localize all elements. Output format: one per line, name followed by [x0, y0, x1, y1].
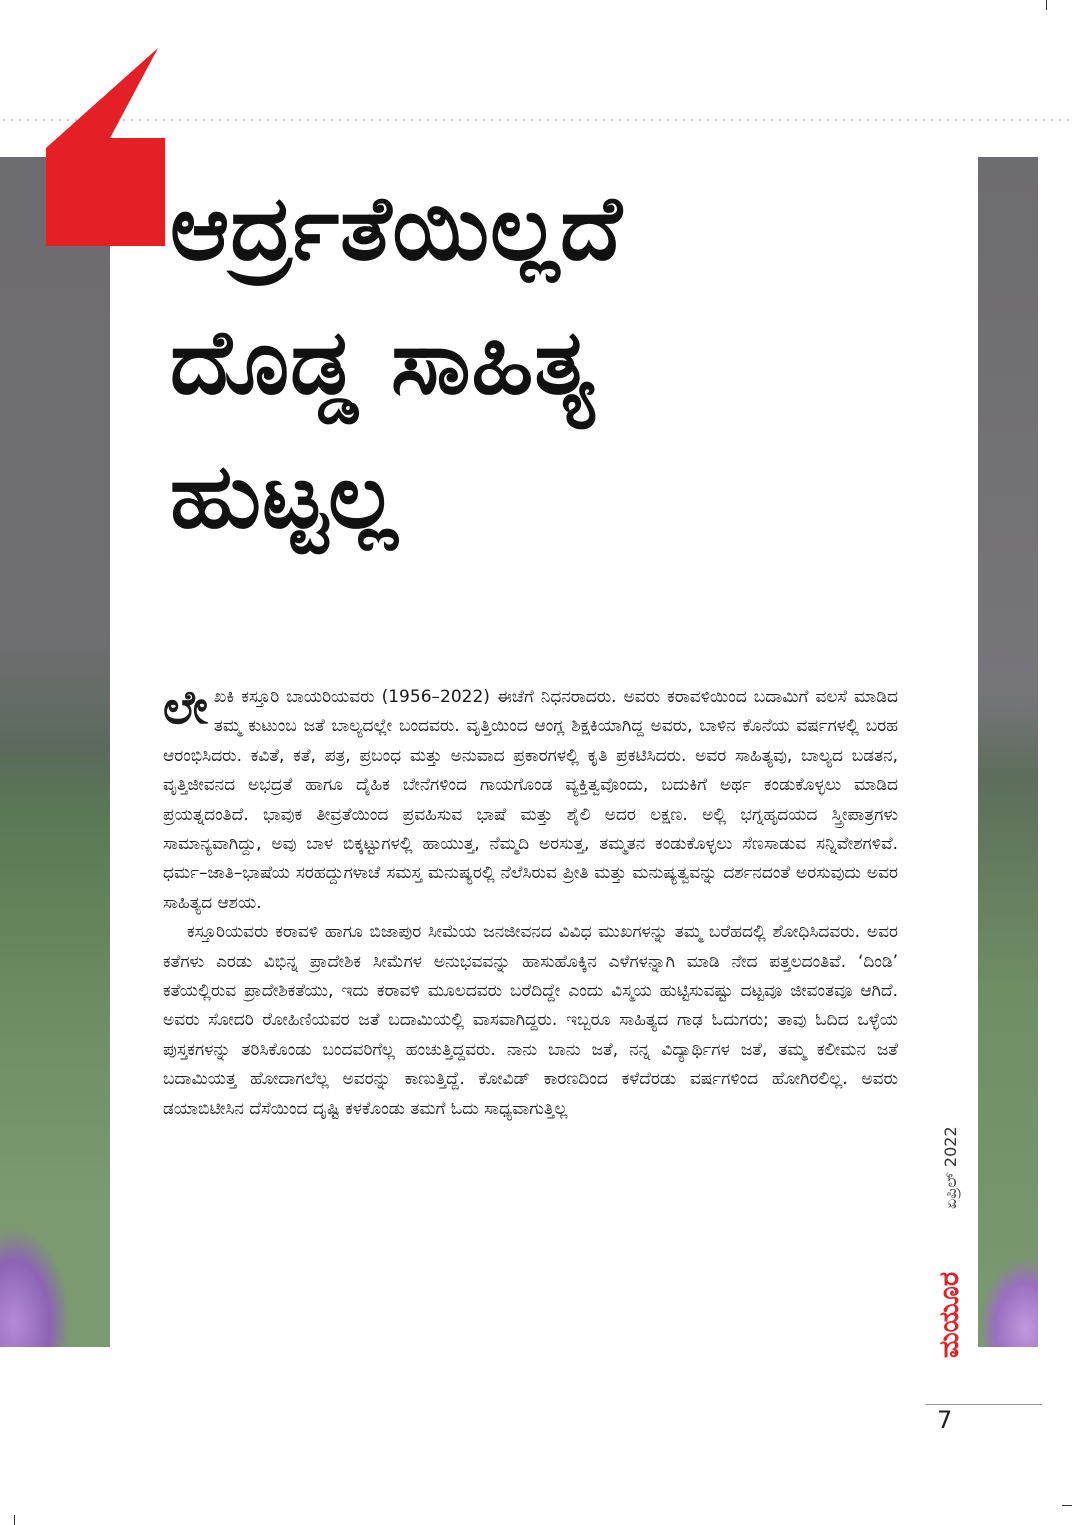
paragraph-1 — [163, 680, 898, 918]
title-line-2: ದೊಡ್ಡ ಸಾಹಿತ್ಯ — [170, 310, 596, 415]
title-line-1: ಆರ್ದ್ರತೆಯಿಲ್ಲದೆ — [170, 176, 623, 281]
article-body — [163, 680, 898, 1124]
quote-mark-icon — [40, 48, 165, 246]
issue-date: ಏಪ್ರಿಲ್ 2022 — [941, 1126, 960, 1209]
drop-cap: ಲೇ — [163, 680, 208, 734]
crop-mark-top-right — [1046, 0, 1047, 10]
title-line-3: ಹುಟ್ಟಲ್ಲ — [170, 444, 399, 549]
footer-rule — [925, 1404, 1042, 1405]
photo-strip-right — [978, 157, 1038, 1347]
magazine-logo: ಮಯೂರ — [934, 1271, 965, 1359]
paragraph-1-text: ಖಕಿ ಕಸ್ತೂರಿ ಬಾಯರಿಯವರು (1956–2022) ಈಚೆಗೆ ನಿಧನರಾದರು. ಅವರು ಕರಾವಳಿಯಿಂದ ಬದಾಮಿಗೆ ವಲಸೆ ಮಾಡಿದ ತಮ್ಮ ಕುಟುಂಬ ಜತೆ ಬಾಲ್ಯದಲ್ಲೇ ಬಂದವರು. ವೃತ್ತಿಯಿಂದ ಆಂಗ್ಲ ಶಿಕ್ಷಕಿಯಾಗಿದ್ದ ಅವರು, ಬಾಳಿನ ಕೊನೆಯ ವರ್ಷಗಳಲ್ಲಿ ಬರಹ ಆರಂಭಿಸಿದರು. ಕವಿತೆ, ಕತೆ, ಪತ್ರ, ಪ್ರಬಂಧ ಮತ್ತು ಅನುವಾದ ಪ್ರಕಾರಗಳಲ್ಲಿ ಕೃತಿ ಪ್ರಕಟಿಸಿದರು. ಅವರ ಸಾಹಿತ್ಯವು, ಬಾಲ್ಯದ ಬಡತನ, ವೃತ್ತಿಜೀವನದ ಅಭದ್ರತೆ ಹಾಗೂ ದೈಹಿಕ ಬೇನೆಗಳಿಂದ ಗಾಯಗೊಂಡ ವ್ಯಕ್ತಿತ್ವವೊಂದು, ಬದುಕಿಗೆ ಅರ್ಥ ಕಂಡುಕೊಳ್ಳಲು ಮಾಡಿದ ಪ್ರಯತ್ನದಂತಿದೆ. ಭಾವುಕ ತೀವ್ರತೆಯಿಂದ ಪ್ರವಹಿಸುವ ಭಾಷೆ ಮತ್ತು ಶೈಲಿ ಅದರ ಲಕ್ಷಣ. ಅಲ್ಲಿ ಭಗ್ನಹೃದಯದ ಸ್ತ್ರೀಪಾತ್ರಗಳು ಸಾಮಾನ್ಯವಾಗಿದ್ದು, ಅವು ಬಾಳ ಬಿಕ್ಕಟ್ಟುಗಳಲ್ಲಿ ಹಾಯುತ್ತ, ನೆಮ್ಮದಿ ಅರಸುತ್ತ, ತಮ್ಮತನ ಕಂಡುಕೊಳ್ಳಲು ಸೆಣಸಾಡುವ ಸನ್ನಿವೇಶಗಳಿವೆ. ಧರ್ಮ–ಜಾತಿ–ಭಾಷೆಯ ಸರಹದ್ದುಗಳಾಚೆ ಸಮಸ್ತ ಮನುಷ್ಯರಲ್ಲಿ ನೆಲೆಸಿರುವ ಪ್ರೀತಿ ಮತ್ತು ಮನುಷ್ಯತ್ವವನ್ನು ದರ್ಶನದಂತೆ ಅರಸುವುದು ಅವರ ಸಾಹಿತ್ಯದ ಆಶಯ. — [163, 687, 898, 913]
photo-strip-left — [0, 157, 110, 1347]
page-number: 7 — [937, 1406, 953, 1434]
crop-mark-bottom-right — [1062, 1505, 1072, 1506]
paragraph-2: ಕಸ್ತೂರಿಯವರು ಕರಾವಳಿ ಹಾಗೂ ಬಿಜಾಪುರ ಸೀಮೆಯ ಜನಜೀವನದ ವಿವಿಧ ಮುಖಗಳನ್ನು ತಮ್ಮ ಬರೆಹದಲ್ಲಿ ಶೋಧಿಸಿದವರು. ಅವರ ಕತೆಗಳು ಎರಡು ವಿಭಿನ್ನ ಪ್ರಾದೇಶಿಕ ಸೀಮೆಗಳ ಅನುಭವವನ್ನು ಹಾಸುಹೊಕ್ಕಿನ ಎಳೆಗಳನ್ನಾಗಿ ಮಾಡಿ ನೇದ ಪತ್ತಲದಂತಿವೆ. ‘ದಿಂಡಿ’ ಕತೆಯಲ್ಲಿರುವ ಪ್ರಾದೇಶಿಕತೆಯು, ಇದು ಕರಾವಳಿ ಮೂಲದವರು ಬರೆದಿದ್ದೇ ಎಂದು ವಿಸ್ಮಯ ಹುಟ್ಟಿಸುವಷ್ಟು ದಟ್ಟವೂ ಜೀವಂತವೂ ಆಗಿದೆ. ಅವರು ಸೋದರಿ ರೋಹಿಣಿಯವರ ಜತೆ ಬದಾಮಿಯಲ್ಲಿ ವಾಸವಾಗಿದ್ದರು. ಇಬ್ಬರೂ ಸಾಹಿತ್ಯದ ಗಾಢ ಓದುಗರು; ತಾವು ಓದಿದ ಒಳ್ಳೆಯ ಪುಸ್ತಕಗಳನ್ನು ತರಿಸಿಕೊಂಡು ಬಂದವರಿಗೆಲ್ಲ ಹಂಚುತ್ತಿದ್ದವರು. ನಾನು ಬಾನು ಜತೆ, ನನ್ನ ವಿದ್ಯಾರ್ಥಿಗಳ ಜತೆ, ತಮ್ಮ ಕಲೀಮನ ಜತೆ ಬದಾಮಿಯತ್ತ ಹೋದಾಗಲೆಲ್ಲ ಅವರನ್ನು ಕಾಣುತ್ತಿದ್ದೆ. ಕೋವಿಡ್ ಕಾರಣದಿಂದ ಕಳೆದೆರಡು ವರ್ಷಗಳಿಂದ ಹೋಗಿರಲಿಲ್ಲ. ಅವರು ಡಯಾಬಿಟೀಸಿನ ದೆಸೆಯಿಂದ ದೃಷ್ಟಿ ಕಳಕೊಂಡು ತಮಗೆ ಓದು ಸಾಧ್ಯವಾಗುತ್ತಿಲ್ಲ — [163, 922, 898, 1119]
article-title — [170, 162, 930, 564]
crop-mark-bottom-left — [14, 1515, 15, 1525]
